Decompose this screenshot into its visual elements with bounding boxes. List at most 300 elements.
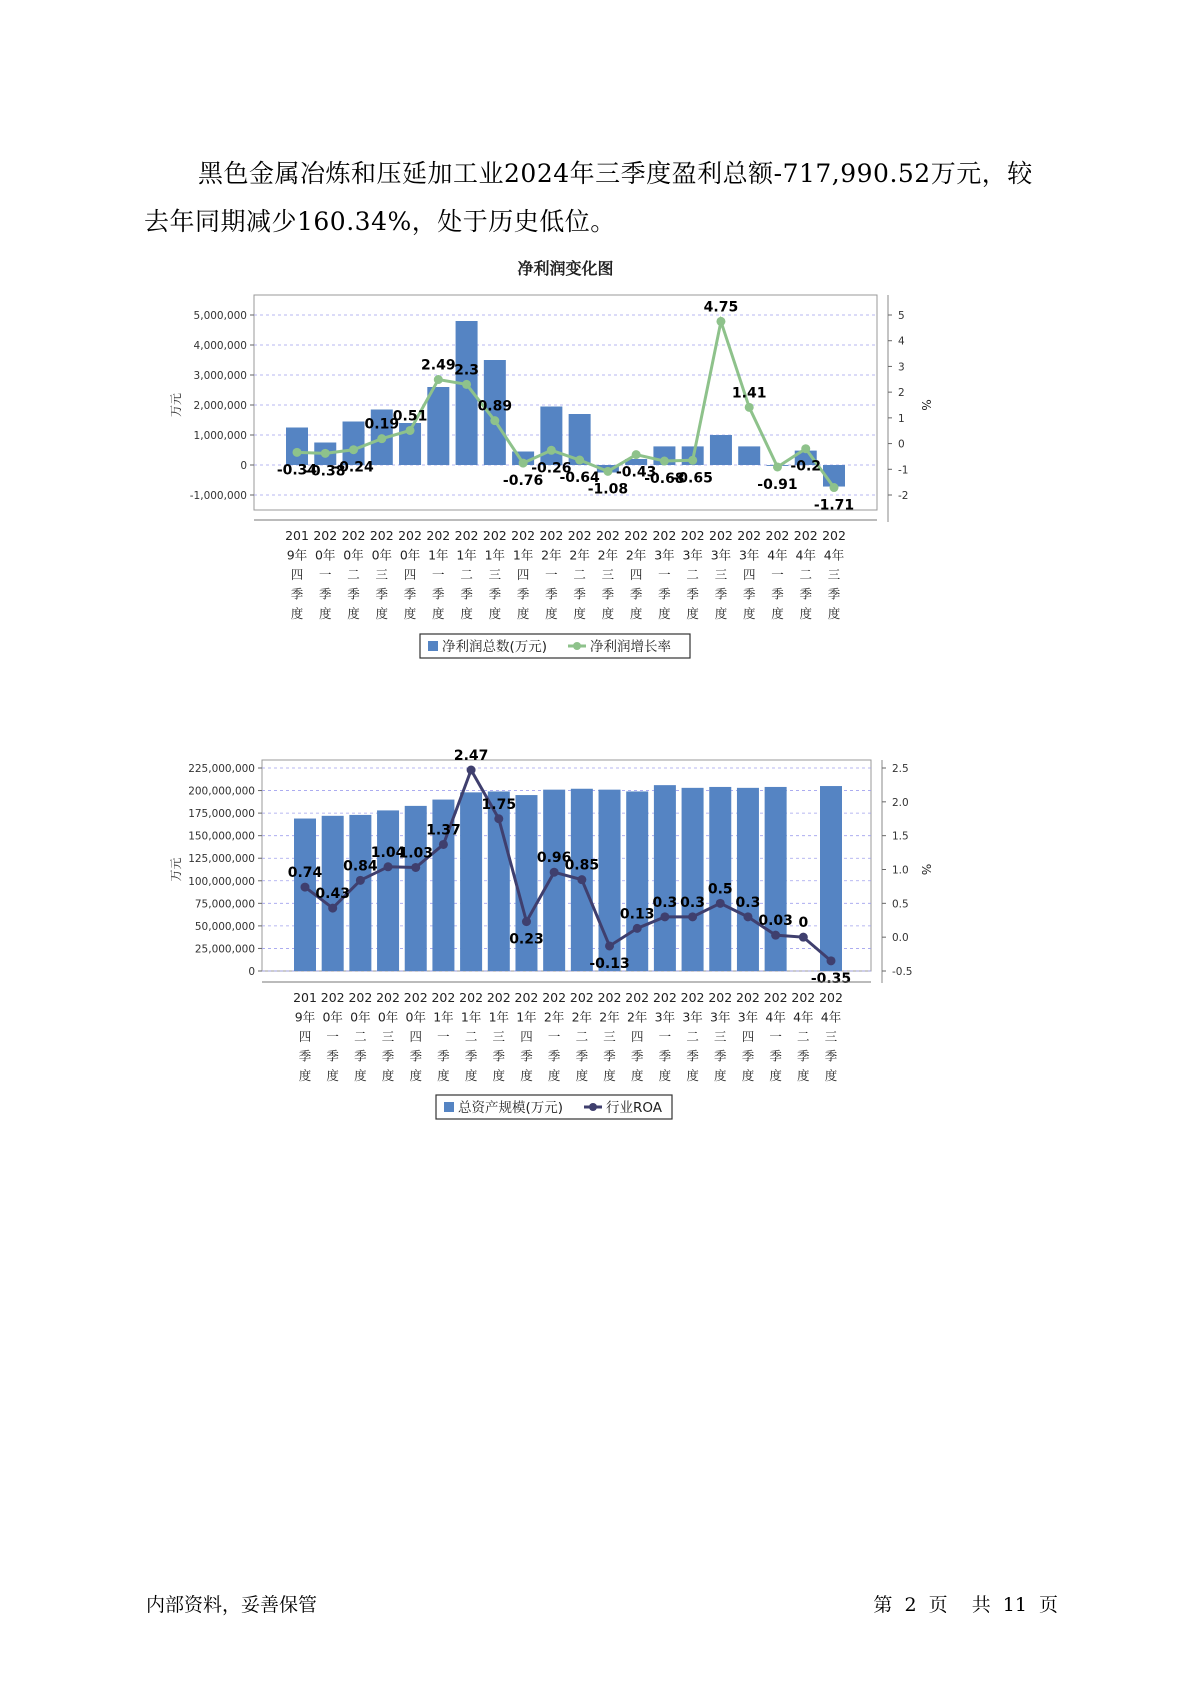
x-tick-label: 季 <box>827 586 841 602</box>
x-tick-label: 三 <box>492 1029 506 1044</box>
x-tick-label: 202 <box>542 990 567 1005</box>
y-tick-label: 150,000,000 <box>188 830 255 843</box>
x-tick-label: 三 <box>827 567 841 582</box>
x-tick-label: 季 <box>601 586 615 602</box>
x-tick-label: 202 <box>426 528 451 543</box>
y-tick-label: 3,000,000 <box>193 370 247 382</box>
x-tick-label: 2年 <box>571 1009 593 1025</box>
line-point <box>830 483 839 492</box>
data-label: -1.08 <box>587 481 629 498</box>
legend-label-line: 行业ROA <box>606 1100 663 1116</box>
x-tick-label: 202 <box>313 528 338 543</box>
x-tick-label: 1年 <box>516 1009 537 1025</box>
x-tick-label: 202 <box>822 528 846 543</box>
x-tick-label: 度 <box>464 1068 478 1083</box>
x-tick-label: 度 <box>686 1068 699 1083</box>
x-tick-label: 4年 <box>767 547 788 563</box>
x-tick-label: 一 <box>547 1029 561 1044</box>
x-tick-label: 四 <box>403 567 417 582</box>
line-point <box>688 456 697 465</box>
x-tick-label: 度 <box>290 606 304 621</box>
line-point <box>799 933 808 942</box>
page-label-ye: 页 <box>928 1594 948 1616</box>
x-tick-label: 202 <box>567 528 592 543</box>
x-tick-label: 四 <box>520 1029 533 1044</box>
x-tick-label: 202 <box>736 990 760 1005</box>
x-tick-label: 0年 <box>377 1009 399 1025</box>
data-label: 2.3 <box>454 362 479 379</box>
data-label: -0.34 <box>276 462 318 479</box>
x-tick-label: 1年 <box>512 547 534 563</box>
x-tick-label: 一 <box>326 1029 339 1044</box>
line-point <box>321 449 330 458</box>
x-tick-label: 季 <box>686 586 699 602</box>
x-tick-label: 201 <box>293 990 317 1005</box>
x-tick-label: 0年 <box>322 1009 343 1025</box>
x-tick-label: 202 <box>514 990 539 1005</box>
x-tick-label: 三 <box>603 1029 616 1044</box>
line-point <box>633 924 642 933</box>
x-tick-label: 三 <box>488 567 502 582</box>
bar <box>343 422 365 466</box>
bar <box>377 810 399 971</box>
y-tick-label: 4,000,000 <box>193 340 247 352</box>
data-label: 0.51 <box>392 408 428 425</box>
x-tick-label: 季 <box>290 586 304 602</box>
x-tick-label: 2年 <box>569 547 590 563</box>
x-tick-label: 四 <box>516 567 530 582</box>
x-tick-label: 季 <box>714 1048 727 1064</box>
y-tick-label: 50,000,000 <box>194 920 255 933</box>
data-label: -0.91 <box>757 476 798 493</box>
line-point <box>462 380 471 389</box>
bar <box>286 428 308 466</box>
x-tick-label: 季 <box>742 586 756 602</box>
x-tick-label: 季 <box>520 1048 533 1064</box>
data-label: -0.24 <box>333 459 374 476</box>
x-tick-label: 度 <box>601 606 615 621</box>
x-tick-label: 二 <box>686 567 699 582</box>
footer-page-number <box>873 1590 1058 1617</box>
line-point <box>827 956 836 965</box>
x-tick-label: 9年 <box>286 547 308 563</box>
y2-tick-label: 2.5 <box>892 763 909 775</box>
x-tick-label: 1年 <box>428 547 449 563</box>
x-tick-label: 度 <box>769 1068 782 1083</box>
bar <box>540 407 562 466</box>
x-tick-label: 度 <box>629 606 643 621</box>
x-tick-label: 四 <box>298 1029 312 1044</box>
data-label: -0.38 <box>305 463 346 480</box>
x-tick-label: 202 <box>597 990 622 1005</box>
line-point <box>328 904 337 913</box>
page-label-ye-2: 页 <box>1038 1594 1058 1616</box>
line-point <box>490 416 499 425</box>
y-tick-label: 200,000,000 <box>188 785 255 798</box>
data-label: 1.04 <box>370 844 406 861</box>
x-tick-label: 四 <box>741 1029 755 1044</box>
x-tick-label: 202 <box>652 528 677 543</box>
x-tick-label: 3年 <box>682 547 703 563</box>
data-label: -0.64 <box>559 470 600 487</box>
x-tick-label: 季 <box>381 1048 395 1064</box>
x-tick-label: 202 <box>765 528 790 543</box>
line-point <box>406 426 415 435</box>
data-label: 0 <box>798 915 809 932</box>
line-point <box>349 445 358 454</box>
x-tick-label: 度 <box>460 606 473 621</box>
y2-tick-label: -1 <box>898 464 909 477</box>
x-tick-label: 3年 <box>682 1009 703 1025</box>
x-tick-label: 度 <box>824 1068 838 1083</box>
x-tick-label: 2年 <box>625 547 647 563</box>
chart-legend <box>420 634 690 658</box>
line-point <box>688 912 697 921</box>
data-label: 1.41 <box>731 385 767 402</box>
x-tick-label: 二 <box>354 1029 367 1044</box>
x-tick-label: 202 <box>341 528 366 543</box>
x-tick-label: 度 <box>381 1068 395 1083</box>
y2-tick-label: 0.5 <box>892 898 909 911</box>
summary-paragraph: 黑色金属冶炼和压延加工业2024年三季度盈利总额-717,990.52万元，较去年同期减少160.34%，处于历史低位。 <box>144 159 1033 236</box>
x-tick-label: 四 <box>742 567 756 582</box>
x-tick-label: 4年 <box>820 1009 842 1025</box>
y2-axis-label: % <box>919 863 933 876</box>
x-tick-label: 三 <box>714 567 728 582</box>
line-point <box>434 375 443 384</box>
x-tick-label: 202 <box>595 528 620 543</box>
x-tick-label: 度 <box>545 606 558 621</box>
data-label: 1.37 <box>426 822 461 839</box>
x-tick-label: 一 <box>769 1029 782 1044</box>
line-point <box>519 459 528 468</box>
x-tick-label: 四 <box>630 1029 644 1044</box>
line-point <box>716 899 725 908</box>
x-tick-label: 度 <box>409 1068 422 1083</box>
page-label-gong: 共 <box>971 1594 991 1616</box>
x-tick-label: 度 <box>714 1068 727 1083</box>
x-tick-label: 度 <box>488 606 502 621</box>
x-tick-label: 202 <box>680 990 705 1005</box>
line-point <box>660 457 669 466</box>
y2-tick-label: 0.0 <box>892 932 909 945</box>
x-tick-label: 二 <box>573 567 586 582</box>
data-label: -0.35 <box>810 970 852 987</box>
data-label: -0.43 <box>615 464 657 481</box>
x-tick-label: 季 <box>375 586 389 602</box>
line-point <box>773 462 782 471</box>
x-tick-label: 季 <box>799 586 812 602</box>
x-tick-label: 202 <box>369 528 394 543</box>
x-tick-label: 季 <box>769 1048 782 1064</box>
x-tick-label: 4年 <box>765 1009 786 1025</box>
x-tick-label: 2年 <box>597 547 619 563</box>
x-tick-label: 3年 <box>654 1009 676 1025</box>
x-tick-label: 4年 <box>823 547 845 563</box>
line-point <box>411 863 420 872</box>
bar <box>460 792 482 971</box>
x-tick-label: 二 <box>797 1029 810 1044</box>
x-tick-label: 季 <box>432 586 445 602</box>
page-label-di: 第 <box>873 1594 893 1616</box>
x-tick-label: 度 <box>742 606 756 621</box>
x-tick-label: 度 <box>437 1068 450 1083</box>
x-tick-label: 季 <box>492 1048 506 1064</box>
data-label: 4.75 <box>703 299 739 316</box>
x-tick-label: 202 <box>709 528 733 543</box>
legend-label-bar: 总资产规模(万元) <box>458 1100 564 1116</box>
chart-title: 净利润变化图 <box>517 259 614 278</box>
line-point <box>632 450 641 459</box>
bar <box>626 791 648 971</box>
x-tick-label: 季 <box>547 1048 561 1064</box>
x-tick-label: 四 <box>629 567 643 582</box>
x-tick-label: 2年 <box>599 1009 620 1025</box>
bar <box>427 387 449 465</box>
x-tick-label: 季 <box>488 586 502 602</box>
y2-tick-label: 3 <box>898 361 905 374</box>
x-tick-label: 三 <box>381 1029 395 1044</box>
line-point <box>743 912 752 921</box>
x-tick-label: 四 <box>290 567 304 582</box>
legend-swatch-bar <box>444 1102 454 1112</box>
y2-tick-label: 1.0 <box>892 864 909 877</box>
y-axis-label: 万元 <box>169 857 183 882</box>
x-tick-label: 202 <box>625 990 650 1005</box>
data-label: 1.03 <box>398 845 434 862</box>
line-point <box>301 883 310 892</box>
x-tick-label: 度 <box>741 1068 755 1083</box>
y-tick-label: 75,000,000 <box>194 898 255 911</box>
line-point <box>522 917 531 926</box>
data-label: -0.26 <box>531 460 572 477</box>
x-tick-label: 202 <box>569 990 594 1005</box>
x-tick-label: 202 <box>376 990 400 1005</box>
data-label: 0.3 <box>652 894 678 911</box>
x-tick-label: 度 <box>603 1068 616 1083</box>
data-label: 0.3 <box>735 894 761 911</box>
x-tick-label: 二 <box>799 567 812 582</box>
x-tick-label: 度 <box>319 606 332 621</box>
x-tick-label: 202 <box>793 528 818 543</box>
y-tick-label: 225,000,000 <box>188 763 255 775</box>
data-label: -0.65 <box>672 470 713 487</box>
x-tick-label: 季 <box>347 586 360 602</box>
x-tick-label: 3年 <box>710 1009 731 1025</box>
bar <box>710 435 732 465</box>
x-tick-label: 季 <box>298 1048 312 1064</box>
page-current: 2 <box>904 1594 917 1616</box>
line-point <box>575 456 584 465</box>
x-tick-label: 202 <box>348 990 373 1005</box>
y-tick-label: 100,000,000 <box>188 875 255 888</box>
x-tick-label: 2年 <box>626 1009 648 1025</box>
x-tick-label: 3年 <box>654 547 675 563</box>
x-tick-label: 度 <box>298 1068 312 1083</box>
x-tick-label: 度 <box>575 1068 589 1083</box>
footer-confidential-note: 内部资料，妥善保管 <box>146 1594 318 1616</box>
page-total: 11 <box>1002 1594 1027 1616</box>
line-point <box>439 840 448 849</box>
line-point <box>356 876 365 885</box>
x-tick-label: 季 <box>629 586 643 602</box>
y2-tick-label: 2.0 <box>892 796 909 809</box>
x-tick-label: 季 <box>658 1048 672 1064</box>
x-tick-label: 二 <box>347 567 360 582</box>
line-point <box>293 448 302 457</box>
data-label: 0.19 <box>364 416 400 433</box>
y-tick-label: 2,000,000 <box>193 400 247 412</box>
legend-swatch-point <box>589 1103 597 1111</box>
data-label: -0.13 <box>589 955 630 972</box>
x-tick-label: 季 <box>516 586 530 602</box>
x-tick-label: 季 <box>686 1048 699 1064</box>
data-label: -1.71 <box>813 497 855 514</box>
x-tick-label: 1年 <box>488 1009 510 1025</box>
x-tick-label: 二 <box>575 1029 589 1044</box>
bar <box>765 787 787 971</box>
y-tick-label: -1,000,000 <box>189 490 247 502</box>
data-label: -0.2 <box>790 458 822 475</box>
y2-axis-label: % <box>919 399 933 411</box>
x-tick-label: 度 <box>403 606 417 621</box>
line-point <box>745 403 754 412</box>
y-tick-label: 0 <box>248 966 255 978</box>
data-label: 0.43 <box>315 886 350 903</box>
x-tick-label: 季 <box>326 1048 339 1064</box>
x-tick-label: 3年 <box>737 1009 759 1025</box>
x-tick-label: 度 <box>347 606 360 621</box>
y-tick-label: 1,000,000 <box>193 430 247 442</box>
x-tick-label: 度 <box>714 606 728 621</box>
x-tick-label: 3年 <box>710 547 732 563</box>
y2-tick-label: 1.5 <box>892 830 909 843</box>
x-tick-label: 1年 <box>484 547 506 563</box>
x-tick-label: 季 <box>714 586 728 602</box>
x-tick-label: 季 <box>741 1048 755 1064</box>
x-tick-label: 2年 <box>543 1009 565 1025</box>
x-tick-label: 202 <box>763 990 788 1005</box>
line-point <box>801 444 810 453</box>
line-point <box>603 467 612 476</box>
x-tick-label: 202 <box>791 990 816 1005</box>
x-tick-label: 度 <box>326 1068 339 1083</box>
y2-tick-label: 5 <box>898 310 905 322</box>
y2-tick-label: 2 <box>898 387 905 400</box>
x-tick-label: 季 <box>573 586 586 602</box>
total-assets-chart <box>0 748 1191 1188</box>
x-tick-label: 202 <box>454 528 479 543</box>
y-tick-label: 5,000,000 <box>193 310 247 322</box>
data-label: 0.74 <box>287 865 323 882</box>
bar <box>709 787 731 971</box>
x-tick-label: 0年 <box>405 1009 426 1025</box>
x-tick-label: 202 <box>737 528 762 543</box>
line-point <box>550 868 559 877</box>
x-tick-label: 201 <box>285 528 309 543</box>
x-tick-label: 三 <box>824 1029 838 1044</box>
data-label: 0.3 <box>680 894 705 911</box>
y2-tick-label: 4 <box>898 335 905 348</box>
data-label: 2.49 <box>421 357 456 374</box>
x-tick-label: 一 <box>437 1029 450 1044</box>
x-tick-label: 度 <box>771 606 784 621</box>
x-tick-label: 202 <box>539 528 564 543</box>
x-tick-label: 一 <box>432 567 445 582</box>
x-tick-label: 季 <box>658 586 671 602</box>
x-tick-label: 四 <box>409 1029 422 1044</box>
x-tick-label: 季 <box>403 586 417 602</box>
x-tick-label: 度 <box>375 606 389 621</box>
x-tick-label: 1年 <box>460 1009 482 1025</box>
x-tick-label: 202 <box>398 528 422 543</box>
x-tick-label: 季 <box>771 586 784 602</box>
y-tick-label: 125,000,000 <box>188 853 255 866</box>
x-tick-label: 季 <box>824 1048 838 1064</box>
x-tick-label: 一 <box>658 567 671 582</box>
bar <box>682 788 704 971</box>
x-tick-label: 0年 <box>350 1009 371 1025</box>
data-label: 0.84 <box>343 858 378 875</box>
line-point <box>716 317 725 326</box>
data-label: -0.68 <box>644 471 685 488</box>
y-tick-label: 175,000,000 <box>188 808 255 821</box>
x-tick-label: 1年 <box>456 547 477 563</box>
legend-label-line: 净利润增长率 <box>590 639 671 655</box>
x-tick-label: 度 <box>799 606 812 621</box>
bar <box>737 788 759 971</box>
line-point <box>494 814 503 823</box>
line-point <box>384 862 393 871</box>
y2-tick-label: 1 <box>898 412 905 425</box>
bar <box>654 785 676 971</box>
x-tick-label: 季 <box>630 1048 644 1064</box>
y-tick-label: 25,000,000 <box>194 943 255 956</box>
data-label: 0.23 <box>509 931 544 948</box>
data-label: 0.85 <box>564 857 600 874</box>
x-tick-label: 季 <box>575 1048 589 1064</box>
x-tick-label: 季 <box>319 586 332 602</box>
x-tick-label: 度 <box>630 1068 644 1083</box>
line-point <box>660 912 669 921</box>
x-tick-label: 二 <box>686 1029 699 1044</box>
x-tick-label: 度 <box>827 606 841 621</box>
x-tick-label: 2年 <box>541 547 562 563</box>
x-tick-label: 202 <box>680 528 705 543</box>
x-tick-label: 0年 <box>315 547 336 563</box>
x-tick-label: 1年 <box>433 1009 454 1025</box>
x-tick-label: 202 <box>819 990 843 1005</box>
data-label: 2.47 <box>453 748 489 765</box>
data-label: 0.13 <box>619 906 655 923</box>
x-tick-label: 202 <box>320 990 345 1005</box>
data-label: 1.75 <box>481 796 517 813</box>
legend-swatch-bar <box>428 641 438 651</box>
x-tick-label: 度 <box>686 606 699 621</box>
x-tick-label: 度 <box>797 1068 810 1083</box>
x-tick-label: 202 <box>431 990 456 1005</box>
x-tick-label: 度 <box>354 1068 367 1083</box>
x-tick-label: 度 <box>516 606 530 621</box>
x-tick-label: 季 <box>464 1048 478 1064</box>
x-tick-label: 二 <box>460 567 473 582</box>
x-tick-label: 季 <box>354 1048 367 1064</box>
line-point <box>467 766 476 775</box>
bar <box>349 815 371 971</box>
x-tick-label: 一 <box>319 567 332 582</box>
x-tick-label: 202 <box>624 528 649 543</box>
x-tick-label: 度 <box>547 1068 561 1083</box>
